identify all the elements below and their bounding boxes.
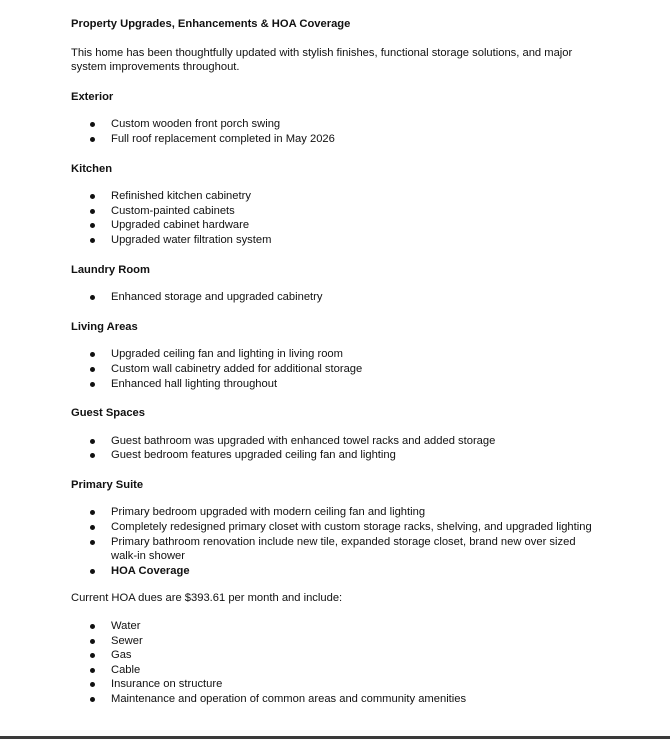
list-item: Maintenance and operation of common areas and community amenities [71,692,631,707]
list-item: Water [71,619,631,634]
bullet-icon [90,510,95,515]
list-item: Custom wall cabinetry added for additional storage [71,362,631,377]
list-item: Insurance on structure [71,677,631,692]
hoa-included-list [71,619,631,707]
list-item: Guest bathroom was upgraded with enhanced towel racks and added storage [71,434,631,449]
list-item-hoa-coverage: HOA Coverage [71,564,601,579]
section-heading-primary-suite: Primary Suite [71,478,144,491]
bullet-icon [90,209,95,214]
bullet-icon [90,238,95,243]
kitchen-list [71,189,631,247]
list-item: Full roof replacement completed in May 2026 [71,132,631,147]
section-primary-suite [71,478,631,579]
list-item: Upgraded water filtration system [71,233,631,248]
list-item: Upgraded cabinet hardware [71,218,631,233]
living-areas-list [71,347,631,391]
section-kitchen [71,162,631,248]
list-item: Custom wooden front porch swing [71,117,631,132]
list-item: Cable [71,663,631,678]
bullet-icon [90,569,95,574]
bullet-icon [90,137,95,142]
bullet-icon [90,223,95,228]
section-heading-laundry-room: Laundry Room [71,263,150,276]
list-item: Custom-painted cabinets [71,204,631,219]
list-item: Upgraded ceiling fan and lighting in living room [71,347,631,362]
bullet-icon [90,352,95,357]
section-exterior [71,90,631,147]
document-title: Property Upgrades, Enhancements & HOA Coverage [71,18,351,30]
bullet-icon [90,697,95,702]
section-laundry-room [71,263,631,305]
list-item: Gas [71,648,631,663]
list-item: Enhanced storage and upgraded cabinetry [71,290,631,305]
section-living-areas [71,320,631,391]
section-guest-spaces [71,406,631,463]
list-item: Guest bedroom features upgraded ceiling fan and lighting [71,448,631,463]
document-page [71,17,631,707]
laundry-room-list [71,290,631,305]
bullet-icon [90,668,95,673]
bullet-icon [90,194,95,199]
list-item: Enhanced hall lighting throughout [71,377,631,392]
bullet-icon [90,367,95,372]
bullet-icon [90,639,95,644]
guest-spaces-list [71,434,631,463]
intro-paragraph: This home has been thoughtfully updated with stylish finishes, functional storage solutions, and major system improvements throughout. [71,46,573,74]
bullet-icon [90,382,95,387]
section-heading-guest-spaces: Guest Spaces [71,407,145,420]
list-item: Primary bedroom upgraded with modern ceiling fan and lighting [71,505,601,520]
bullet-icon [90,653,95,658]
list-item: Sewer [71,634,631,649]
bullet-icon [90,453,95,458]
exterior-list [71,117,631,146]
bullet-icon [90,525,95,530]
list-item: Completely redesigned primary closet with custom storage racks, shelving, and upgraded lighting [71,520,601,535]
bullet-icon [90,439,95,444]
bullet-icon [90,122,95,127]
section-hoa [71,591,631,706]
list-item: Primary bathroom renovation include new tile, expanded storage closet, brand new over sized walk-in shower [71,535,601,564]
bullet-icon [90,682,95,687]
section-heading-exterior: Exterior [71,90,114,103]
section-heading-kitchen: Kitchen [71,162,113,175]
bullet-icon [90,295,95,300]
section-heading-living-areas: Living Areas [71,320,138,333]
hoa-dues-text: Current HOA dues are $393.61 per month and include: [71,592,343,605]
list-item: Refinished kitchen cabinetry [71,189,631,204]
bullet-icon [90,624,95,629]
primary-suite-list [71,505,601,578]
bullet-icon [90,540,95,545]
